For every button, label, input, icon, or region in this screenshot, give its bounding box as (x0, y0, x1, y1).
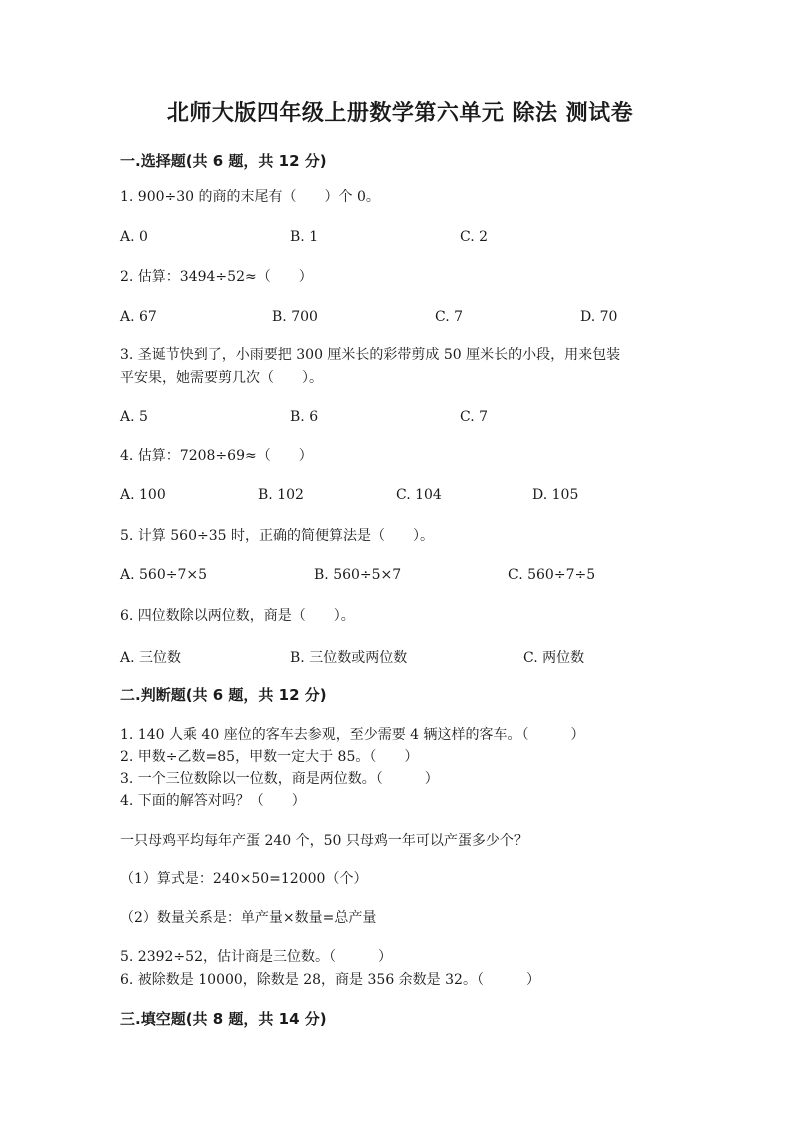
option-1-3-a: A. 5 (120, 409, 148, 425)
option-1-6-c: C. 两位数 (523, 650, 585, 666)
option-1-3-c: C. 7 (460, 409, 489, 425)
judgement-item-1: 1. 140 人乘 40 座位的客车去参观，至少需要 4 辆这样的客车。（ ） (120, 727, 585, 743)
option-1-4-d: D. 105 (532, 487, 579, 503)
option-1-4-b: B. 102 (258, 487, 304, 503)
option-1-5-b: B. 560÷5×7 (314, 567, 402, 583)
question-1-6: 6. 四位数除以两位数，商是（ ）。 (120, 608, 355, 624)
judgement-step-1: （1）算式是：240×50=12000（个） (120, 871, 368, 887)
judgement-problem-text: 一只母鸡平均每年产蛋 240 个，50 只母鸡一年可以产蛋多少个？ (120, 833, 528, 849)
judgement-item-6: 6. 被除数是 10000，除数是 28，商是 356 余数是 32。（ ） (120, 972, 540, 988)
option-1-1-b: B. 1 (290, 229, 319, 245)
question-1-5: 5. 计算 560÷35 时，正确的简便算法是（ ）。 (120, 528, 434, 544)
option-1-2-d: D. 70 (580, 309, 618, 325)
judgement-item-4: 4. 下面的解答对吗？（ ） (120, 793, 306, 809)
question-1-1: 1. 900÷30 的商的末尾有（ ）个 0。 (120, 189, 380, 205)
question-1-3-line2: 平安果，她需要剪几次（ ）。 (120, 370, 323, 386)
option-1-4-a: A. 100 (120, 487, 166, 503)
option-1-5-a: A. 560÷7×5 (120, 567, 208, 583)
judgement-item-3: 3. 一个三位数除以一位数，商是两位数。（ ） (120, 771, 439, 787)
section-heading-choice: 一.选择题(共 6 题，共 12 分) (120, 152, 327, 170)
option-1-2-b: B. 700 (272, 309, 318, 325)
option-1-3-b: B. 6 (290, 409, 319, 425)
option-1-6-b: B. 三位数或两位数 (290, 650, 408, 666)
page-title: 北师大版四年级上册数学第六单元 除法 测试卷 (166, 101, 634, 126)
judgement-item-5: 5. 2392÷52，估计商是三位数。（ ） (120, 949, 392, 965)
option-1-1-a: A. 0 (120, 229, 148, 245)
option-1-4-c: C. 104 (396, 487, 442, 503)
option-1-2-a: A. 67 (120, 309, 157, 325)
option-1-5-c: C. 560÷7÷5 (508, 567, 596, 583)
option-1-2-c: C. 7 (435, 309, 464, 325)
judgement-item-2: 2. 甲数÷乙数=85，甲数一定大于 85。（ ） (120, 749, 419, 765)
section-heading-fill-blank: 三.填空题(共 8 题，共 14 分) (120, 1010, 327, 1028)
question-1-4: 4. 估算：7208÷69≈（ ） (120, 448, 313, 464)
question-1-2: 2. 估算：3494÷52≈（ ） (120, 269, 313, 285)
section-heading-judgement: 二.判断题(共 6 题，共 12 分) (120, 686, 327, 704)
option-1-1-c: C. 2 (460, 229, 489, 245)
question-1-3-line1: 3. 圣诞节快到了，小雨要把 300 厘米长的彩带剪成 50 厘米长的小段，用来包装 (120, 347, 621, 363)
option-1-6-a: A. 三位数 (120, 650, 182, 666)
judgement-step-2: （2）数量关系是：单产量×数量=总产量 (120, 910, 377, 926)
